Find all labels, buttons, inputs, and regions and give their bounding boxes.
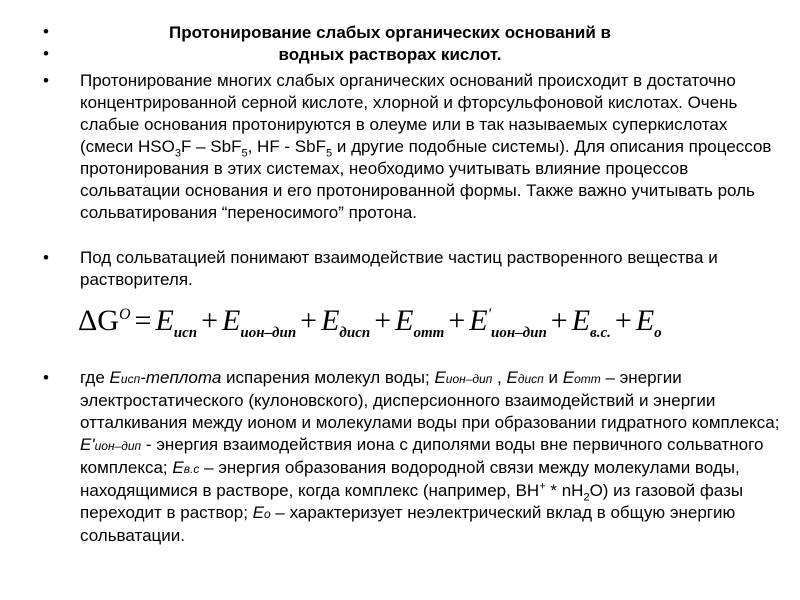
title-line-2: водных растворах кислот. bbox=[278, 45, 502, 64]
formula-plus-2: + bbox=[300, 304, 318, 337]
formula-plus-3: + bbox=[374, 304, 392, 337]
bullet-title-2: • bbox=[43, 44, 49, 63]
p3-text-3: , bbox=[492, 368, 507, 387]
p3-e-ion-dip: E bbox=[434, 368, 446, 387]
p3-e-prime-ion-dip: E' bbox=[80, 435, 95, 454]
p3-e-ott-sub: отт bbox=[574, 372, 601, 386]
formula-equals: = bbox=[134, 304, 152, 337]
formula-sub-o: о bbox=[654, 325, 662, 341]
paragraph-formula-legend bbox=[80, 367, 780, 547]
p1-text-1: Протонирование многих слабых органических оснований происходит в достаточно концентрированной серной кислоте, хлорной и фторсульфоновой кислотах. Очень слабые основания протонируются в олеуме или в так называемых суперкислотах (смеси HSO bbox=[80, 71, 738, 156]
formula-e1: E bbox=[155, 304, 174, 337]
p3-e-vs-sub: в.с bbox=[183, 462, 200, 476]
p1-text-4: и другие подобные системы). Для описания процессов протонирования в этих системах, необходимо учитывать влияние процессов сольватации основания и его протонированной формы. Также важно учитывать роль сольватирования “переносимого” протона. bbox=[80, 137, 772, 222]
formula-e3: E bbox=[321, 304, 340, 337]
formula-e6: E bbox=[571, 304, 591, 337]
p3-e-prime-ion-dip-sub: ион–дип bbox=[94, 439, 142, 453]
p3-text-9: O) из газовой фазы переходит в раствор; bbox=[80, 481, 744, 522]
formula-e7: E bbox=[635, 304, 655, 337]
p3-e-disp-sub: дисп bbox=[517, 372, 544, 386]
paragraph-solvation-definition: Под сольватацией понимают взаимодействие частиц растворенного вещества и растворителя. bbox=[80, 248, 718, 289]
formula-e4: E bbox=[395, 304, 414, 337]
p3-e-isp: E bbox=[109, 368, 121, 387]
formula-plus-4: + bbox=[448, 304, 466, 337]
bullet-p2: • bbox=[43, 248, 49, 267]
p3-e-isp-sub: исп bbox=[120, 372, 141, 386]
bullet-title-1: • bbox=[43, 22, 49, 41]
formula-sub-ion-dip-2: ион–дип bbox=[490, 325, 547, 341]
p1-sub-2: 5 bbox=[241, 147, 248, 160]
p3-text-2: испарения молекул воды; bbox=[221, 368, 435, 387]
p3-e-o-sub: о bbox=[264, 507, 271, 521]
p1-text-3: , HF - SbF bbox=[247, 137, 326, 156]
solvation-energy-formula bbox=[78, 296, 662, 346]
p3-sup-plus: + bbox=[539, 480, 546, 493]
formula-plus-6: + bbox=[614, 304, 632, 337]
formula-plus-5: + bbox=[550, 304, 568, 337]
p3-e-vs: E bbox=[172, 458, 184, 477]
p3-text-5: – энергии электростатического (кулоновского), дисперсионного взаимодействий и энергии отталкивания между ионом и молекулами воды при образовании гидратного комплекса; bbox=[80, 368, 780, 432]
p3-text-6: - энергия взаимодействия иона с диполями воды вне первичного сольватного комплекса; bbox=[80, 435, 764, 477]
p3-text-heat: -теплота bbox=[140, 368, 222, 387]
p1-sub-3: 5 bbox=[326, 147, 333, 160]
p3-e-ion-dip-sub: ион–дип bbox=[445, 372, 493, 386]
formula-e2: E bbox=[222, 304, 241, 337]
formula-sub-ion-dip: ион–дип bbox=[240, 325, 297, 341]
p3-text-1: где bbox=[80, 368, 110, 387]
formula-e5: E bbox=[469, 304, 488, 337]
paragraph-protonation bbox=[80, 70, 780, 224]
bullet-p3: • bbox=[43, 368, 49, 387]
p3-e-o: E bbox=[252, 503, 264, 522]
formula-plus-1: + bbox=[201, 304, 219, 337]
p3-text-8: * nH bbox=[545, 481, 584, 500]
formula-sub-disp: дисп bbox=[339, 325, 371, 341]
p3-sub-2: 2 bbox=[583, 491, 590, 504]
formula-prime: ' bbox=[487, 306, 491, 323]
p3-text-4: и bbox=[543, 368, 563, 387]
p1-sub-1: 3 bbox=[174, 147, 181, 160]
formula-sub-ott: отт bbox=[413, 325, 445, 341]
p3-e-ott: E bbox=[562, 368, 575, 387]
p3-e-disp: E bbox=[506, 368, 518, 387]
p3-text-10: – характеризует неэлектрический вклад в общую энергию сольватации. bbox=[80, 503, 736, 545]
formula-sup-o: O bbox=[118, 306, 131, 323]
title-line-1: Протонирование слабых органических оснований в bbox=[168, 23, 612, 42]
p1-text-2: F – SbF bbox=[181, 137, 242, 156]
bullet-p1: • bbox=[43, 71, 49, 90]
formula-sub-isp: исп bbox=[173, 325, 198, 341]
p3-text-7: – энергия образования водородной связи между молекулами воды, находящимися в растворе, когда комплекс (например, ВН bbox=[80, 458, 740, 500]
formula-sub-vs: в.с. bbox=[590, 325, 611, 341]
formula-delta-g: ΔG bbox=[78, 304, 119, 337]
